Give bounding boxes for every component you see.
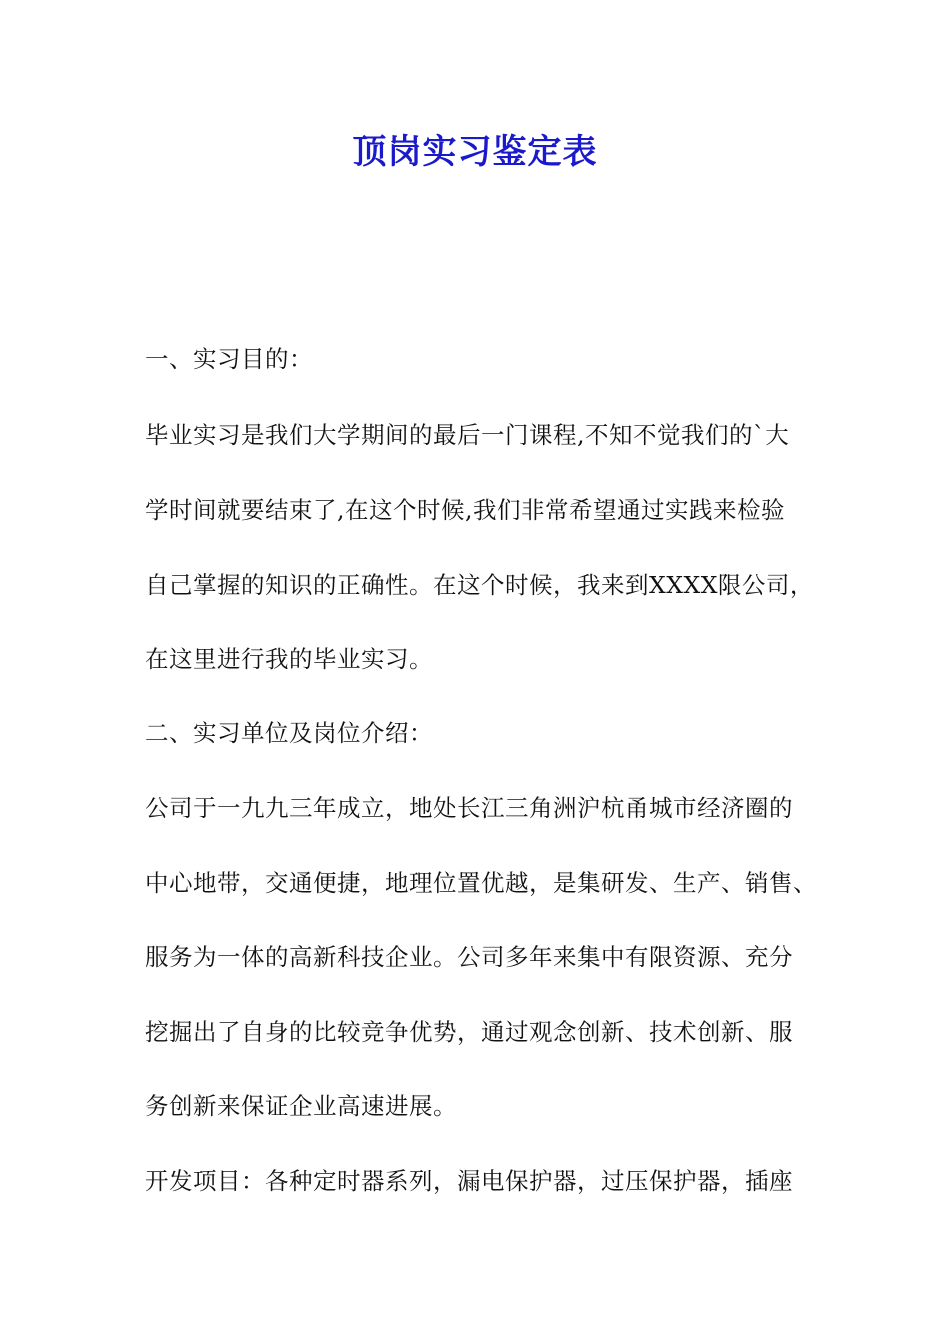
section-heading-purpose: 一、实习目的：: [145, 345, 313, 373]
paragraph-line: 中心地带，交通便捷，地理位置优越，是集研发、生产、销售、: [145, 869, 817, 897]
paragraph-line: 务创新来保证企业高速进展。: [145, 1092, 457, 1120]
paragraph-line: 开发项目：各种定时器系列，漏电保护器，过压保护器，插座: [145, 1167, 793, 1195]
paragraph-line: 自己掌握的知识的正确性。在这个时候，我来到XXXX限公司，: [145, 571, 814, 599]
paragraph-line: 在这里进行我的毕业实习。: [145, 645, 433, 673]
paragraph-line: 公司于一九九三年成立，地处长江三角洲沪杭甬城市经济圈的: [145, 794, 793, 822]
paragraph-line: 挖掘出了自身的比较竞争优势，通过观念创新、技术创新、服: [145, 1018, 793, 1046]
paragraph-line: 学时间就要结束了,在这个时候,我们非常希望通过实践来检验: [145, 496, 785, 524]
section-heading-company: 二、实习单位及岗位介绍：: [145, 719, 433, 747]
document-title: 顶岗实习鉴定表: [352, 132, 598, 172]
paragraph-line: 毕业实习是我们大学期间的最后一门课程,不知不觉我们的`大: [145, 421, 790, 449]
paragraph-line: 服务为一体的高新科技企业。公司多年来集中有限资源、充分: [145, 943, 793, 971]
